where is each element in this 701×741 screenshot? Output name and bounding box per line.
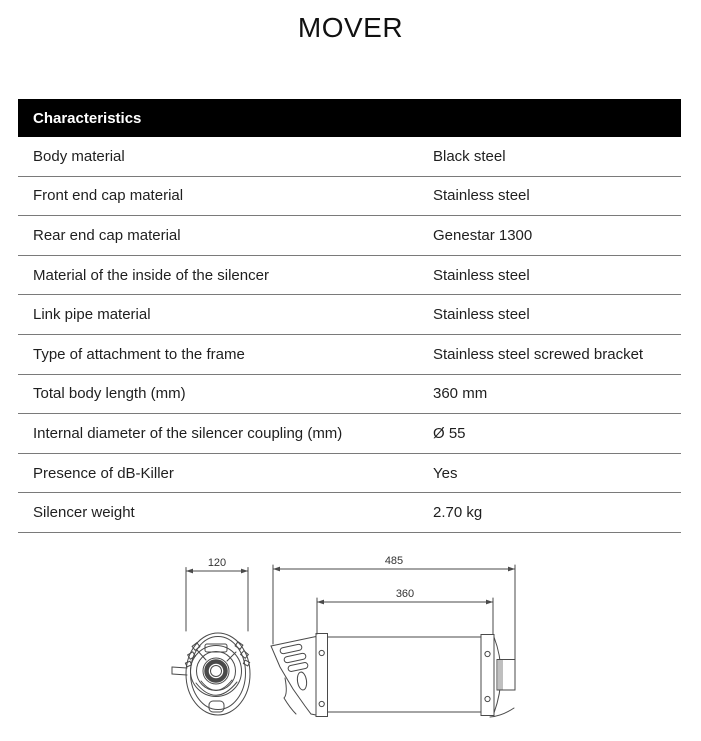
- outlet-ring-1: [191, 646, 242, 697]
- dim-label-120: 120: [207, 557, 227, 569]
- dim-arrow-left: [317, 600, 324, 605]
- bracket-slot: [280, 644, 303, 654]
- row-label: Body material: [33, 147, 125, 165]
- row-value: Ø 55: [433, 424, 466, 442]
- row-label: Total body length (mm): [33, 385, 186, 403]
- inlet-stub: [172, 667, 187, 668]
- rivet: [319, 650, 324, 655]
- dim-arrow-right: [508, 567, 515, 572]
- outlet-dark-ring: [207, 662, 226, 681]
- dim-arrow-right: [486, 600, 493, 605]
- row-value: Stainless steel screwed bracket: [433, 345, 644, 363]
- rivet: [485, 651, 490, 656]
- rivet: [319, 701, 324, 706]
- silencer-body: [328, 637, 482, 712]
- dim-label-485: 485: [384, 555, 404, 567]
- page-title: MOVER: [297, 12, 404, 43]
- silencer-side-view: [271, 634, 515, 718]
- tip-coupling-shade: [498, 660, 503, 691]
- bracket-slot: [284, 653, 307, 663]
- row-value: 360 mm: [433, 385, 488, 403]
- row-label: Type of attachment to the frame: [33, 345, 245, 363]
- table-header-label: Characteristics: [33, 109, 142, 127]
- rear-clamp-band: [481, 635, 494, 716]
- dimension-body-length: [317, 588, 493, 634]
- rivet: [485, 696, 490, 701]
- dimension-overall-length: [273, 555, 515, 690]
- row-value: Yes: [433, 464, 458, 482]
- mounting-bracket: [271, 637, 316, 716]
- row-value: Stainless steel: [433, 187, 530, 205]
- row-value: 2.70 kg: [433, 504, 483, 522]
- row-value: Genestar 1300: [433, 226, 533, 244]
- row-label: Rear end cap material: [33, 226, 181, 244]
- row-label: Front end cap material: [33, 187, 184, 205]
- row-value: Stainless steel: [433, 266, 530, 284]
- row-label: Presence of dB-Killer: [33, 464, 174, 482]
- dim-arrow-left: [186, 569, 193, 574]
- bracket-slot: [288, 662, 309, 672]
- dim-arrow-left: [273, 567, 280, 572]
- bottom-tab: [209, 701, 224, 712]
- outlet-hole: [211, 666, 222, 677]
- row-label: Link pipe material: [33, 306, 151, 324]
- bracket-hole: [296, 671, 307, 690]
- row-label: Material of the inside of the silencer: [33, 266, 269, 284]
- row-label: Internal diameter of the silencer coupling (mm): [33, 424, 343, 442]
- inlet-stub-lower: [172, 674, 187, 675]
- dim-label-360: 360: [395, 588, 415, 600]
- outlet-ring-2: [197, 652, 236, 691]
- silencer-end-view: [172, 633, 250, 715]
- row-value: Stainless steel: [433, 306, 530, 324]
- row-value: Black steel: [433, 147, 506, 165]
- dim-arrow-right: [241, 569, 248, 574]
- front-clamp-band: [316, 634, 328, 717]
- dimension-end-view-width: [186, 557, 248, 631]
- row-label: Silencer weight: [33, 504, 135, 522]
